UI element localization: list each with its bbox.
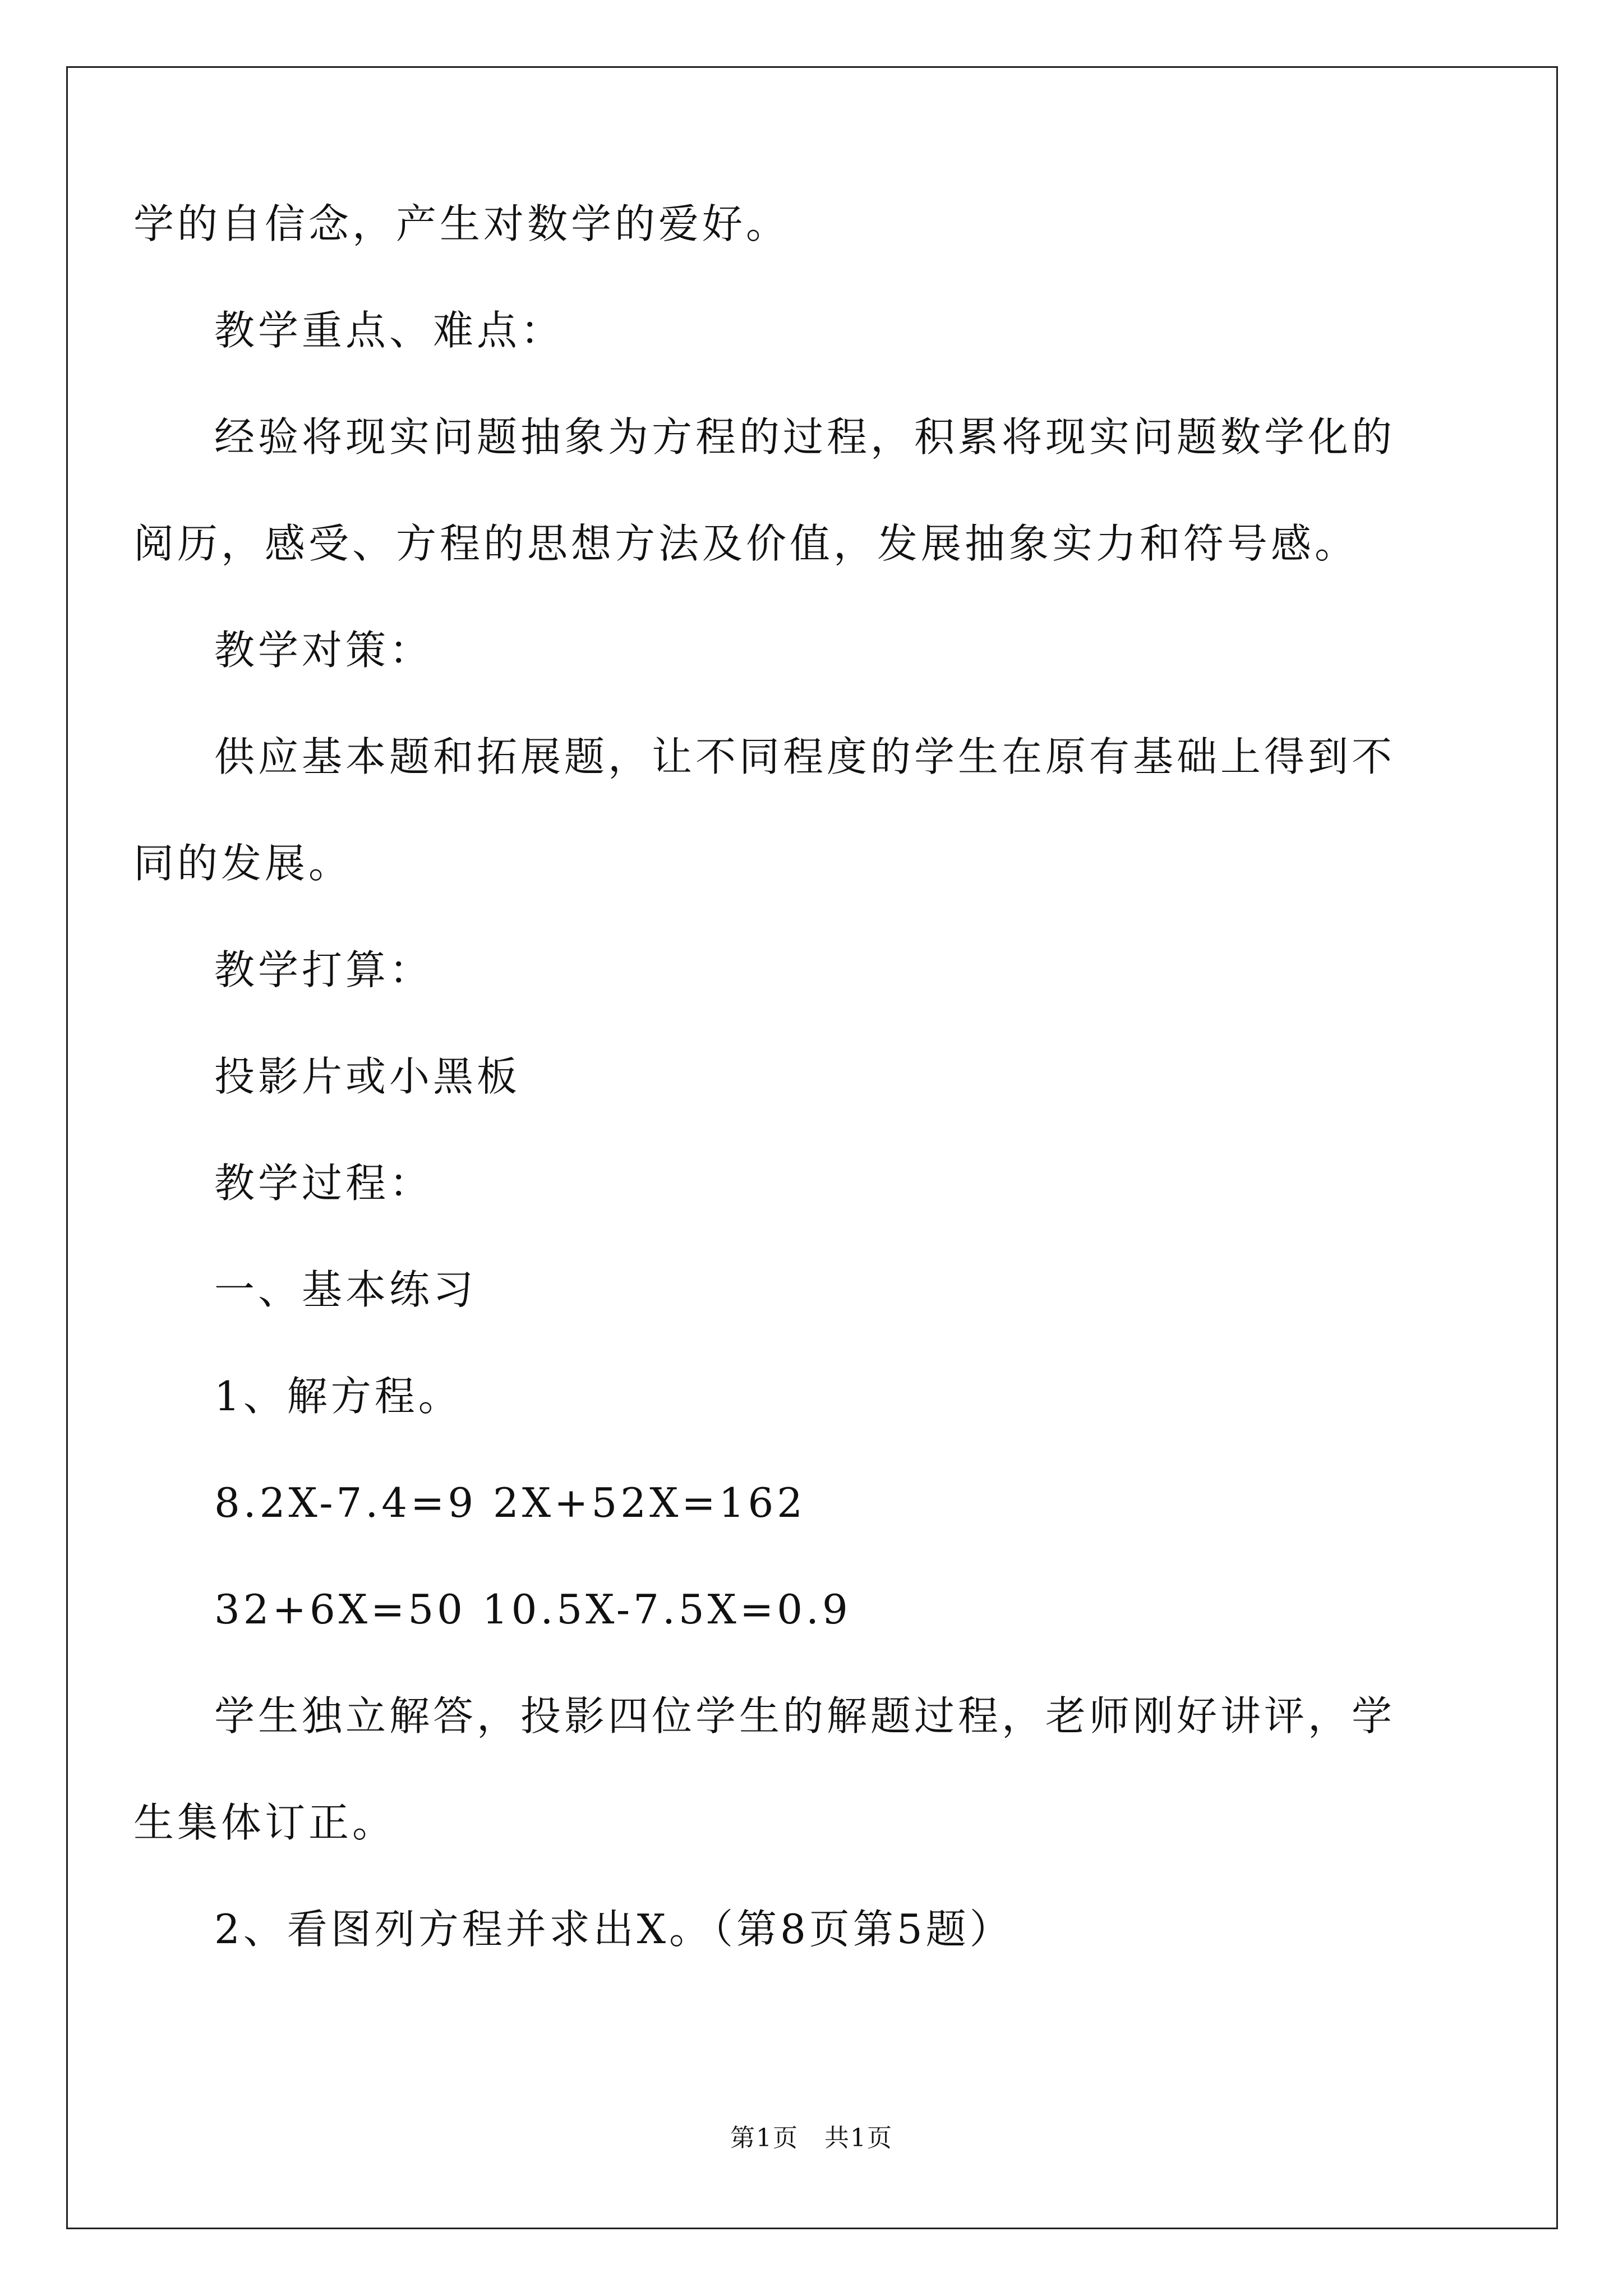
paragraph-strategy-content: 供应基本题和拓展题，让不同程度的学生在原有基础上得到不同的发展。 [133, 733, 1396, 887]
paragraph-intro-continuation: 学的自信念，产生对数学的爱好。 [133, 200, 790, 247]
item-solve-equations: 1、解方程。 [214, 1373, 462, 1420]
heading-teaching-process: 教学过程： [214, 1159, 434, 1207]
item-picture-equation: 2、看图列方程并求出X。（第8页第5题） [214, 1906, 1013, 1953]
paragraph-key-points-content: 经验将现实问题抽象为方程的过程，积累将现实问题数学化的阅历，感受、方程的思想方法及价值，发展抽象实力和符号感。 [133, 413, 1396, 567]
equations-line-1: 8.2X-7.4=9 2X+52X=162 [214, 1479, 806, 1526]
document-body [133, 196, 1435, 2008]
heading-key-difficult-points: 教学重点、难点： [214, 307, 565, 354]
heading-basic-practice: 一、基本练习 [214, 1266, 477, 1313]
page-number-footer: 第1页 共1页 [730, 2124, 893, 2152]
heading-teaching-strategy: 教学对策： [214, 627, 434, 674]
heading-teaching-preparation: 教学打算： [214, 946, 434, 993]
paragraph-student-solving: 学生独立解答，投影四位学生的解题过程，老师刚好讲评，学生集体订正。 [133, 1692, 1396, 1846]
equations-line-2: 32+6X=50 10.5X-7.5X=0.9 [214, 1586, 851, 1633]
paragraph-preparation-content: 投影片或小黑板 [214, 1053, 521, 1100]
